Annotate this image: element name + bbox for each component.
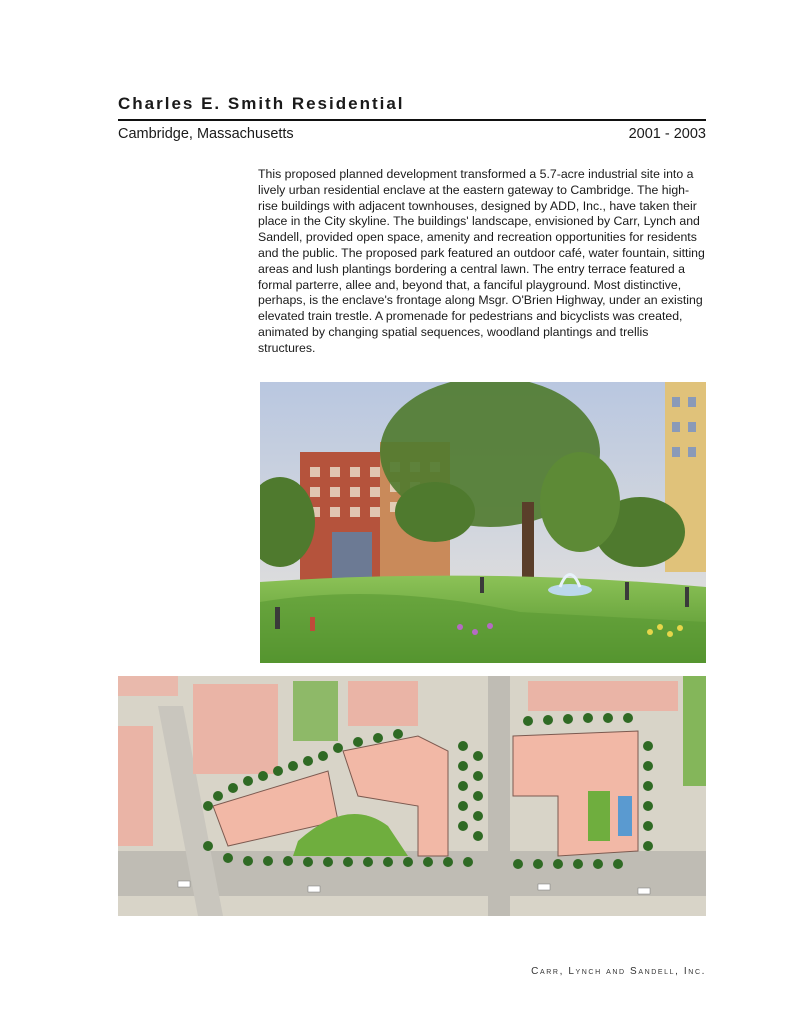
perspective-rendering <box>260 382 706 663</box>
site-plan <box>118 676 706 916</box>
firm-credit: Carr, Lynch and Sandell, Inc. <box>531 966 706 977</box>
title-rule <box>118 119 706 121</box>
project-description: This proposed planned development transformed a 5.7-acre industrial site into a lively urban residential enclave at the eastern gateway to Cambridge. The high-rise buildings with adjacent townhouses, designed by ADD, Inc., have taken their place in the City skyline. The buildings' landscape, envisioned by Carr, Lynch and Sandell, provided open space, amenity and recreation opportunities for residents and the public. The proposed park featured an outdoor café, water fountain, sitting areas and lush plantings bordering a central lawn. The entry terrace featured a formal parterre, allee and, beyond that, a fanciful playground. Most distinctive, perhaps, is the enclave's frontage along Msgr. O'Brien Highway, under an existing elevated train trestle. A promenade for pedestrians and bicyclists was created, animated by changing spatial sequences, woodland plantings and trellis structures. <box>258 167 705 355</box>
project-years: 2001 - 2003 <box>628 126 706 142</box>
page-title: Charles E. Smith Residential <box>118 94 405 113</box>
project-location: Cambridge, Massachusetts <box>118 126 294 142</box>
